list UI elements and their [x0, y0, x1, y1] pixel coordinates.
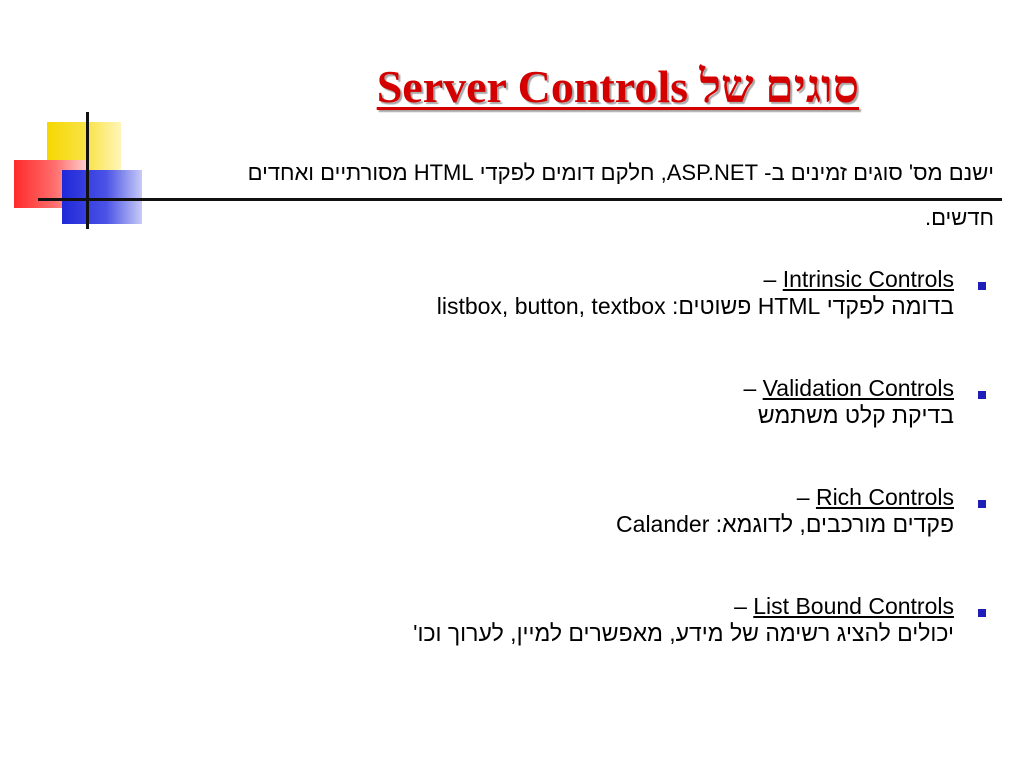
item-description: פקדים מורכבים, לדוגמא: Calander — [616, 511, 954, 537]
intro-paragraph: ישנם מס' סוגים זמינים ב- ASP.NET, חלקם דומים לפקדי HTML מסורתיים ואחדים חדשים. — [247, 160, 994, 230]
item-name: Validation Controls — [762, 375, 954, 401]
item-name-line — [274, 375, 954, 402]
bullet-icon — [978, 609, 986, 617]
item-separator: – — [734, 593, 754, 619]
item-name: Intrinsic Controls — [782, 266, 954, 292]
item-description: בדיקת קלט משתמש — [757, 402, 954, 428]
item-description: יכולים להציג רשימה של מידע, מאפשרים למיין, לערוך וכו' — [413, 620, 954, 646]
bullet-icon — [978, 500, 986, 508]
slide-title: סוגים של Server Controls — [376, 61, 859, 112]
list-item — [274, 375, 994, 429]
controls-list — [274, 266, 994, 702]
list-item — [274, 266, 994, 320]
item-separator: – — [796, 484, 816, 510]
item-separator: – — [763, 266, 783, 292]
item-name: List Bound Controls — [753, 593, 954, 619]
list-item — [274, 593, 994, 647]
list-item — [274, 484, 994, 538]
vertical-divider — [86, 112, 89, 229]
bullet-icon — [978, 391, 986, 399]
item-name-line — [274, 484, 954, 511]
item-description: בדומה לפקדי HTML פשוטים: listbox, button, textbox — [436, 293, 954, 319]
item-name: Rich Controls — [815, 484, 954, 510]
bullet-icon — [978, 282, 986, 290]
blue-square — [62, 170, 142, 224]
item-name-line — [274, 266, 954, 293]
item-name-line — [274, 593, 954, 620]
item-separator: – — [743, 375, 763, 401]
